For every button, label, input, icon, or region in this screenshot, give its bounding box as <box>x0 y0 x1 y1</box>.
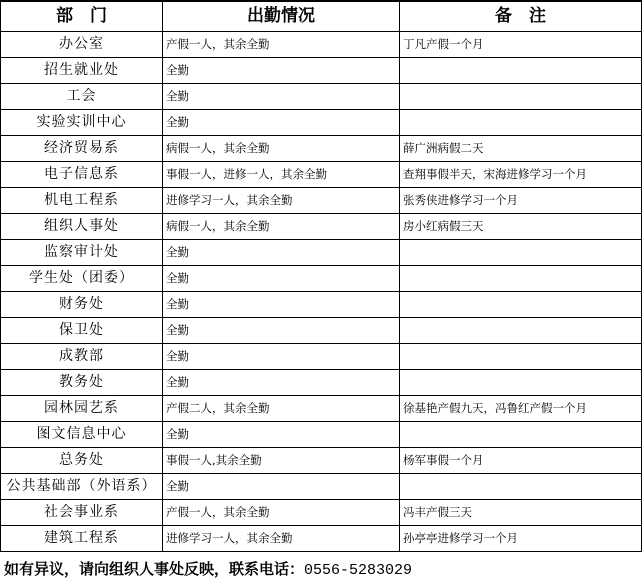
table-row <box>1 84 642 110</box>
attendance-cell: 进修学习一人，其余全勤 <box>163 188 400 214</box>
table-row <box>1 266 642 292</box>
attendance-cell: 全勤 <box>163 266 400 292</box>
note-cell: 薛广洲病假二天 <box>400 136 642 162</box>
note-cell <box>400 370 642 396</box>
table-row <box>1 370 642 396</box>
note-cell: 徐基艳产假九天，冯鲁红产假一个月 <box>400 396 642 422</box>
dept-cell: 学生处（团委） <box>1 266 163 292</box>
table-header-row <box>1 1 642 32</box>
dept-cell: 机电工程系 <box>1 188 163 214</box>
table-row <box>1 58 642 84</box>
footer-text: 如有异议，请向组织人事处反映，联系电话： <box>4 560 305 578</box>
header-dept: 部 门 <box>1 1 163 32</box>
attendance-cell: 全勤 <box>163 292 400 318</box>
dept-cell: 图文信息中心 <box>1 422 163 448</box>
table-row <box>1 162 642 188</box>
dept-cell: 园林园艺系 <box>1 396 163 422</box>
table-row <box>1 32 642 58</box>
table-row <box>1 344 642 370</box>
note-cell: 房小红病假三天 <box>400 214 642 240</box>
attendance-cell: 进修学习一人，其余全勤 <box>163 526 400 552</box>
attendance-cell: 事假一人，进修一人，其余全勤 <box>163 162 400 188</box>
note-cell <box>400 318 642 344</box>
table-row <box>1 474 642 500</box>
attendance-cell: 病假一人，其余全勤 <box>163 136 400 162</box>
dept-cell: 招生就业处 <box>1 58 163 84</box>
table-row <box>1 526 642 552</box>
attendance-cell: 产假一人，其余全勤 <box>163 500 400 526</box>
contact-footer <box>0 555 644 583</box>
attendance-cell: 全勤 <box>163 110 400 136</box>
footer-phone: 0556-5283029 <box>304 562 413 579</box>
note-cell <box>400 110 642 136</box>
attendance-cell: 全勤 <box>163 240 400 266</box>
table-row <box>1 110 642 136</box>
dept-cell: 社会事业系 <box>1 500 163 526</box>
attendance-cell: 全勤 <box>163 318 400 344</box>
attendance-cell: 全勤 <box>163 474 400 500</box>
attendance-cell: 产假一人，其余全勤 <box>163 32 400 58</box>
note-cell: 杨军事假一个月 <box>400 448 642 474</box>
attendance-cell: 全勤 <box>163 422 400 448</box>
header-attendance: 出勤情况 <box>163 1 400 32</box>
note-cell <box>400 344 642 370</box>
table-row <box>1 136 642 162</box>
dept-cell: 总务处 <box>1 448 163 474</box>
table-row <box>1 448 642 474</box>
dept-cell: 电子信息系 <box>1 162 163 188</box>
dept-cell: 监察审计处 <box>1 240 163 266</box>
table-row <box>1 292 642 318</box>
note-cell: 冯丰产假三天 <box>400 500 642 526</box>
dept-cell: 成教部 <box>1 344 163 370</box>
note-cell <box>400 266 642 292</box>
dept-cell: 教务处 <box>1 370 163 396</box>
dept-cell: 财务处 <box>1 292 163 318</box>
note-cell <box>400 58 642 84</box>
attendance-cell: 全勤 <box>163 58 400 84</box>
table-body <box>1 32 642 552</box>
dept-cell: 建筑工程系 <box>1 526 163 552</box>
dept-cell: 实验实训中心 <box>1 110 163 136</box>
dept-cell: 办公室 <box>1 32 163 58</box>
note-cell <box>400 240 642 266</box>
attendance-cell: 病假一人，其余全勤 <box>163 214 400 240</box>
table-row <box>1 318 642 344</box>
table-row <box>1 214 642 240</box>
table-row <box>1 396 642 422</box>
attendance-cell: 全勤 <box>163 370 400 396</box>
header-note: 备 注 <box>400 1 642 32</box>
table-row <box>1 422 642 448</box>
note-cell <box>400 292 642 318</box>
dept-cell: 工会 <box>1 84 163 110</box>
attendance-cell: 全勤 <box>163 84 400 110</box>
attendance-cell: 产假二人，其余全勤 <box>163 396 400 422</box>
note-cell <box>400 474 642 500</box>
attendance-cell: 全勤 <box>163 344 400 370</box>
note-cell <box>400 84 642 110</box>
attendance-cell: 事假一人,其余全勤 <box>163 448 400 474</box>
note-cell: 丁凡产假一个月 <box>400 32 642 58</box>
dept-cell: 保卫处 <box>1 318 163 344</box>
dept-cell: 公共基础部（外语系） <box>1 474 163 500</box>
note-cell <box>400 422 642 448</box>
note-cell: 查翔事假半天，宋海进修学习一个月 <box>400 162 642 188</box>
dept-cell: 经济贸易系 <box>1 136 163 162</box>
table-row <box>1 240 642 266</box>
note-cell: 张秀侠进修学习一个月 <box>400 188 642 214</box>
table-row <box>1 500 642 526</box>
note-cell: 孙亭亭进修学习一个月 <box>400 526 642 552</box>
table-row <box>1 188 642 214</box>
dept-cell: 组织人事处 <box>1 214 163 240</box>
